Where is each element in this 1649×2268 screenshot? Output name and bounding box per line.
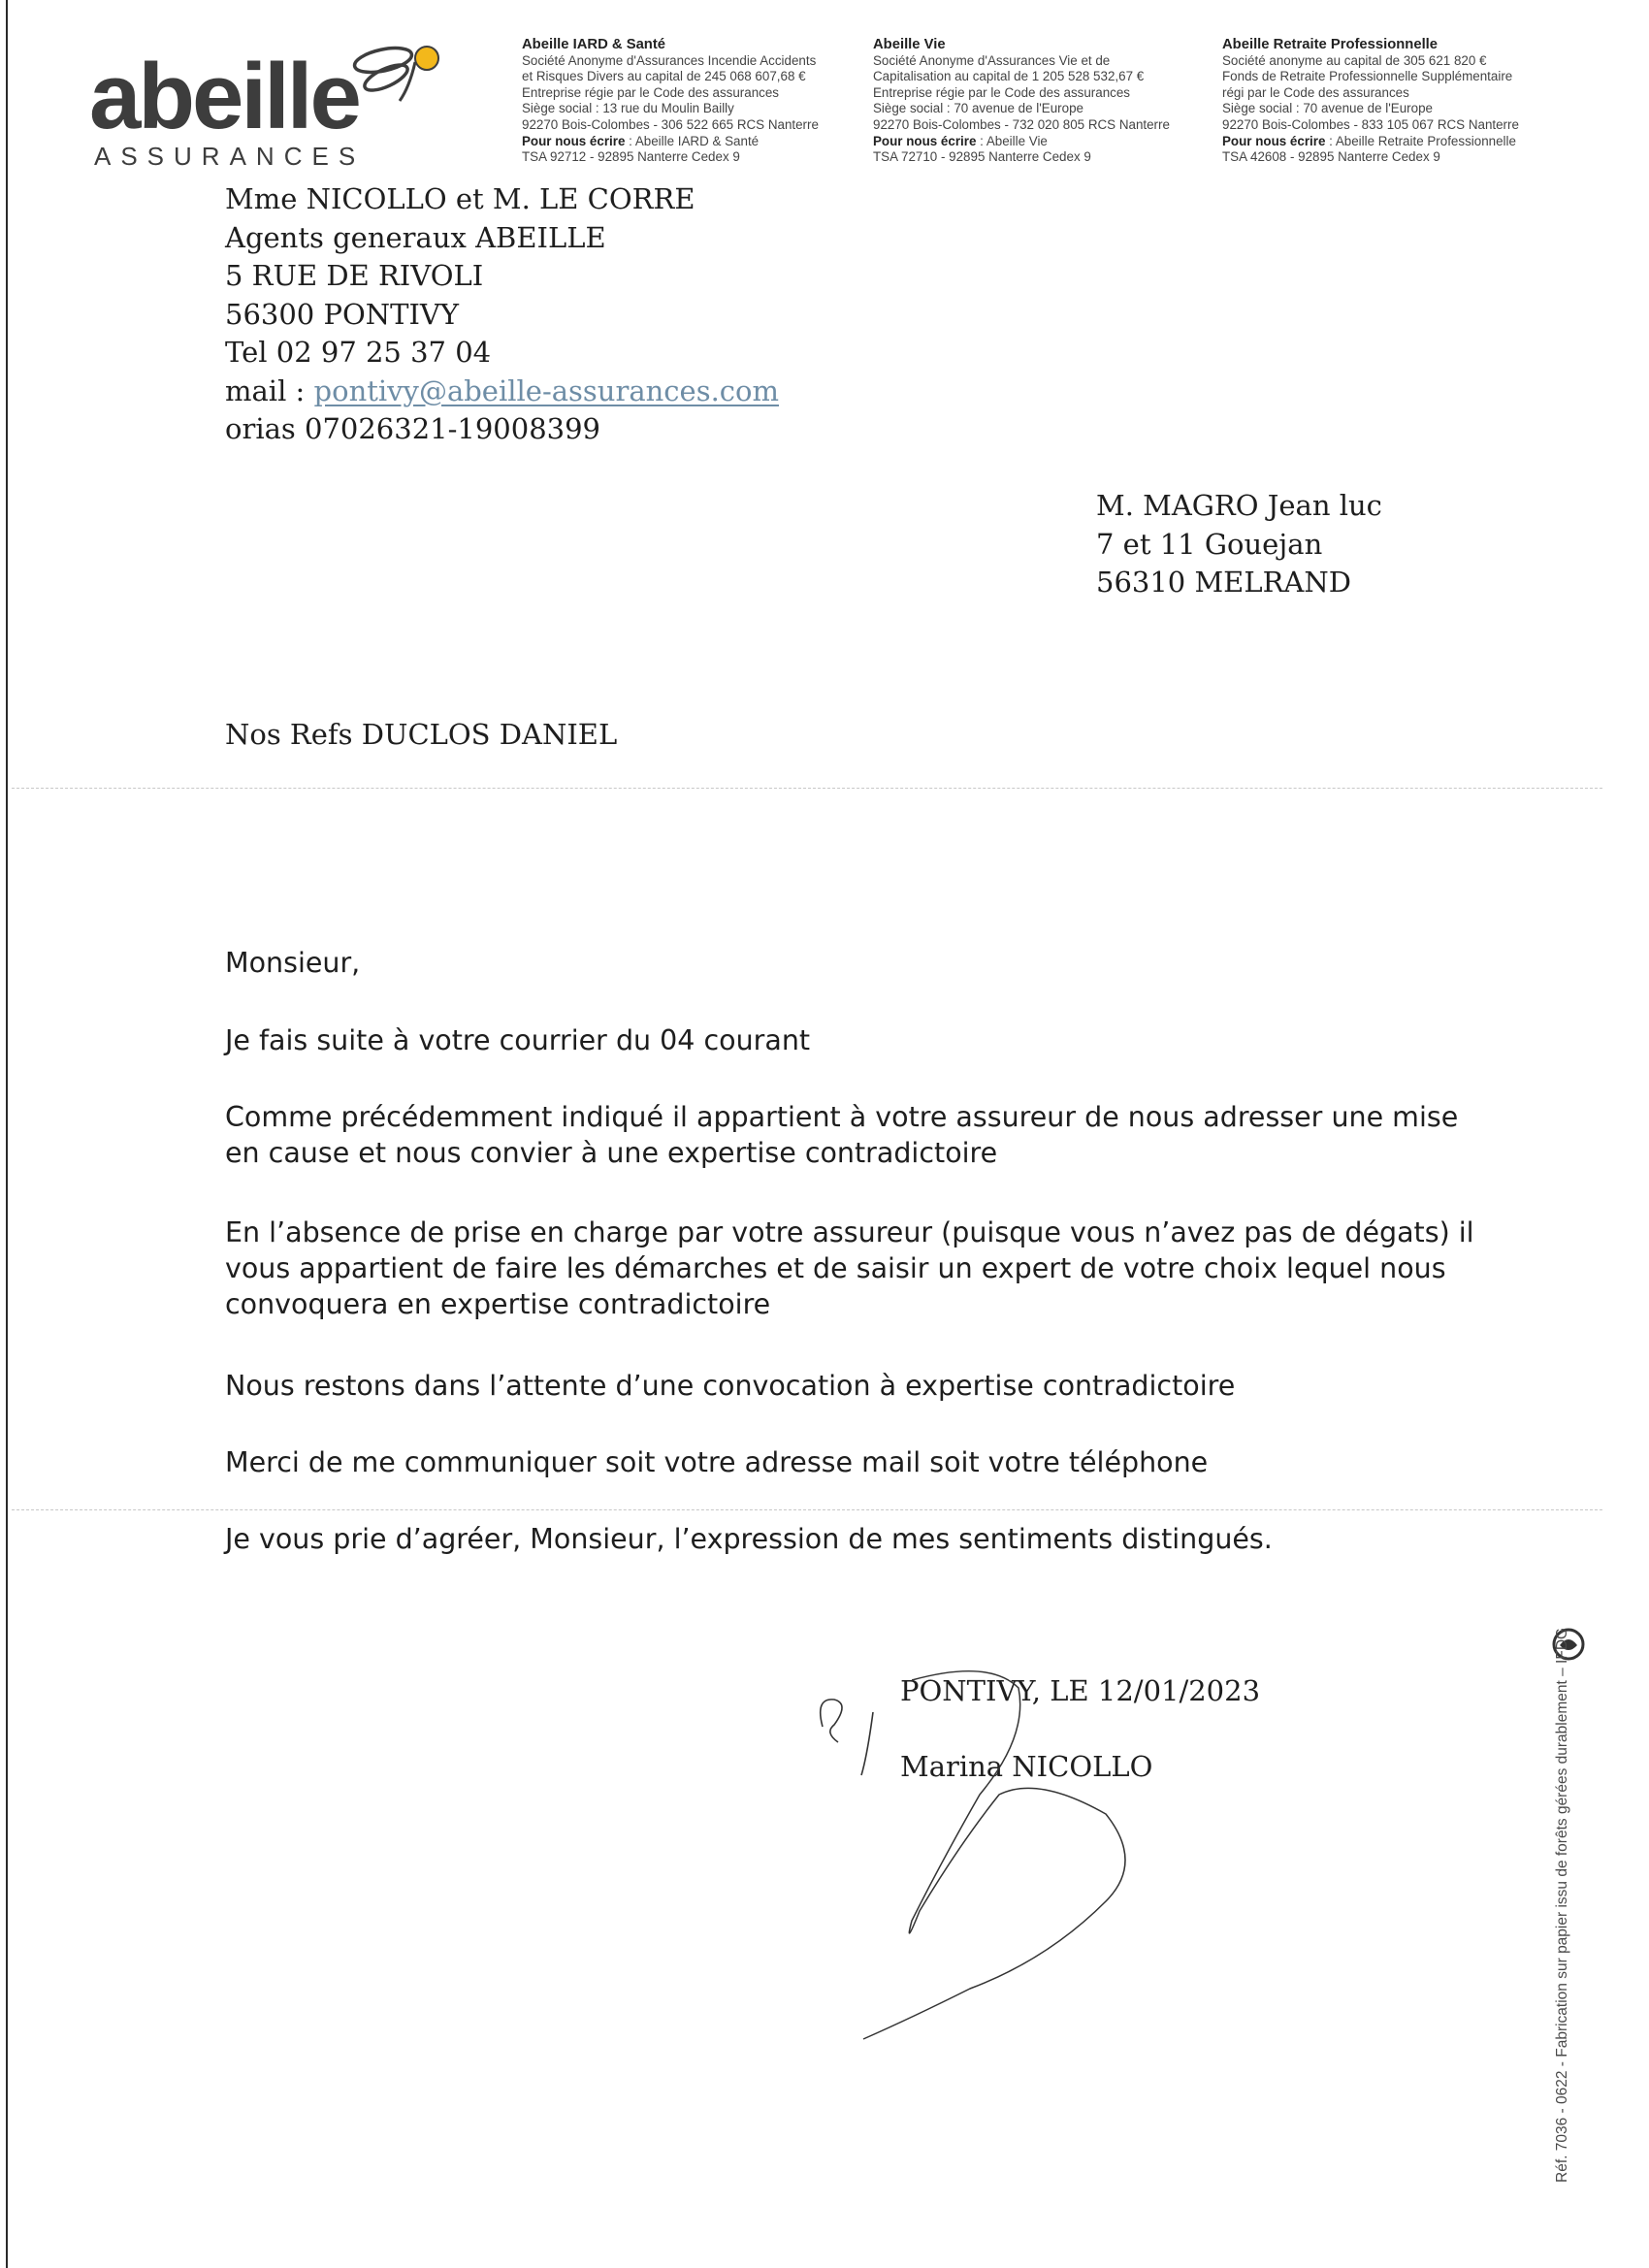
recipient-line: 56310 MELRAND [1096,566,1351,599]
paragraph-line: convoquera en expertise contradictoire [225,1288,771,1320]
company-write-line [873,134,1170,150]
sender-line: Agents generaux ABEILLE [225,220,606,254]
sender-email-link[interactable]: pontivy@abeille-assurances.com [313,373,780,407]
bee-logo-icon [349,33,456,111]
company-block-retraite [1222,37,1519,166]
write-label: Pour nous écrire [522,133,626,148]
company-block-vie [873,37,1170,166]
company-line: Siège social : 70 avenue de l'Europe [1222,101,1433,116]
sender-line: Mme NICOLLO et M. LE CORRE [225,182,695,215]
closing-formula: Je vous prie d’agréer, Monsieur, l’expression de mes sentiments distingués. [225,1523,1273,1555]
company-line: Siège social : 13 rue du Moulin Bailly [522,101,734,116]
company-write-line [1222,134,1519,150]
paper-reference-note: Réf. 7036 - 0622 - Fabrication sur papier issu de forêts gérées durablement – IFDG [1554,1627,1570,2183]
recipient-line: M. MAGRO Jean luc [1096,489,1382,522]
paragraph-4: Nous restons dans l’attente d’une convocation à expertise contradictoire [225,1370,1236,1402]
company-line: Siège social : 70 avenue de l'Europe [873,101,1083,116]
recipient-line: 7 et 11 Gouejan [1096,527,1323,561]
company-tsa: TSA 72710 - 92895 Nanterre Cedex 9 [873,149,1091,165]
page-edge [6,0,8,2268]
place-date: PONTIVY, LE 12/01/2023 [900,1674,1261,1707]
company-line: 92270 Bois-Colombes - 833 105 067 RCS Nanterre [1222,116,1519,132]
company-line: 92270 Bois-Colombes - 732 020 805 RCS Nanterre [873,116,1170,132]
signatory-name: Marina NICOLLO [900,1750,1153,1783]
paragraph-line: Comme précédemment indiqué il appartient à votre assureur de nous adresser une mise [225,1101,1459,1133]
salutation: Monsieur, [225,947,361,979]
sender-phone: Tel 02 97 25 37 04 [225,336,492,369]
company-block-iard [522,37,819,166]
write-label: Pour nous écrire [873,133,977,148]
paragraph-3 [225,1215,1474,1322]
company-title: Abeille IARD & Santé [522,37,665,52]
paragraph-2 [225,1099,1458,1171]
write-value: : Abeille Vie [976,133,1048,148]
fold-line [12,788,1602,789]
logo-wordmark: abeille [89,45,359,148]
company-line: Entreprise régie par le Code des assurances [522,84,779,100]
company-line: Fonds de Retraite Professionnelle Supplémentaire [1222,69,1513,84]
paragraph-line: En l’absence de prise en charge par votre assureur (puisque vous n’avez pas de dégats) il [225,1216,1474,1248]
company-tsa: TSA 42608 - 92895 Nanterre Cedex 9 [1222,149,1440,165]
fold-line [12,1509,1602,1510]
sender-address [225,180,779,449]
logo-subtitle: ASSURANCES [94,142,366,171]
reference-line: Nos Refs DUCLOS DANIEL [225,718,618,751]
company-title: Abeille Vie [873,37,946,52]
company-line: Société anonyme au capital de 305 621 820 € [1222,52,1487,68]
company-line: régi par le Code des assurances [1222,84,1409,100]
sender-orias: orias 07026321-19008399 [225,412,600,445]
write-value: : Abeille Retraite Professionnelle [1325,133,1516,148]
sender-line: 5 RUE DE RIVOLI [225,259,484,292]
paragraph-5: Merci de me communiquer soit votre adresse mail soit votre téléphone [225,1446,1209,1478]
company-tsa: TSA 92712 - 92895 Nanterre Cedex 9 [522,149,740,165]
handwritten-signature [795,1669,1145,2057]
recipient-address [1096,487,1382,602]
company-write-line [522,134,819,150]
company-line: Entreprise régie par le Code des assurances [873,84,1130,100]
paragraph-1: Je fais suite à votre courrier du 04 courant [225,1024,811,1056]
company-line: 92270 Bois-Colombes - 306 522 665 RCS Nanterre [522,116,819,132]
mail-label: mail : [225,373,314,407]
company-line: Société Anonyme d'Assurances Vie et de [873,52,1111,68]
paragraph-line: vous appartient de faire les démarches et de saisir un expert de votre choix lequel nous [225,1252,1446,1284]
write-value: : Abeille IARD & Santé [625,133,760,148]
paragraph-line: en cause et nous convier à une expertise contradictoire [225,1137,998,1169]
company-line: et Risques Divers au capital de 245 068 607,68 € [522,69,806,84]
sender-line: 56300 PONTIVY [225,297,460,331]
write-label: Pour nous écrire [1222,133,1326,148]
sender-mail-line [225,373,779,411]
company-title: Abeille Retraite Professionnelle [1222,37,1439,52]
company-line: Société Anonyme d'Assurances Incendie Accidents [522,52,817,68]
company-line: Capitalisation au capital de 1 205 528 532,67 € [873,69,1145,84]
